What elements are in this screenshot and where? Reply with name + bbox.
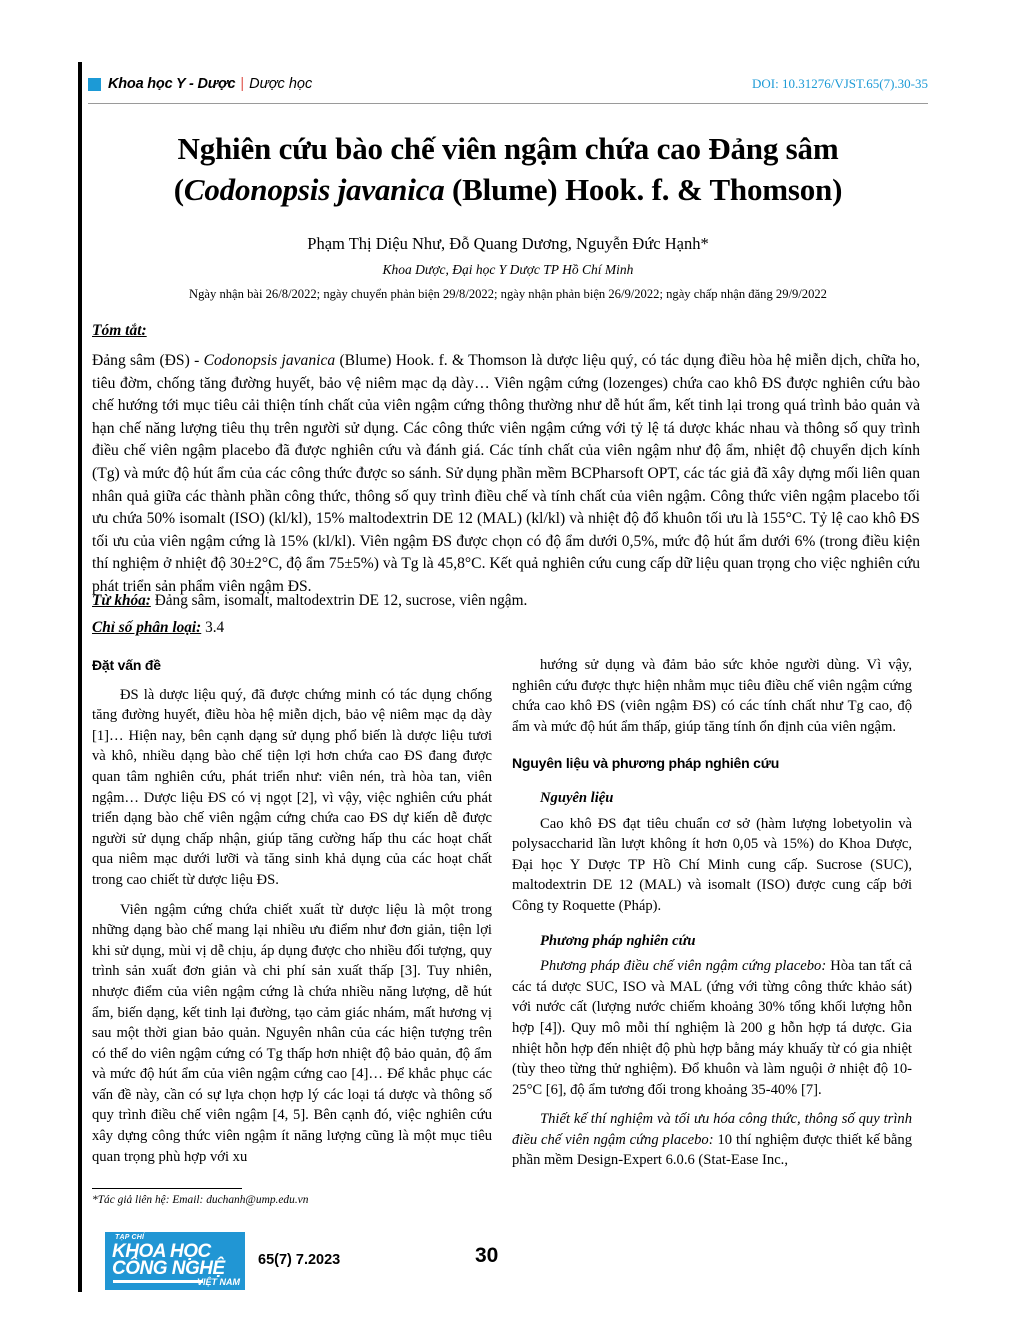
paragraph: Cao khô ĐS đạt tiêu chuẩn cơ sở (hàm lượng lobetyolin và polysaccharid lần lượt không ít hơn 0,05 và 15%) do Khoa Dược, Đại học Y Dược TP Hồ Chí Minh cung cấp. Sucrose (SUC), maltodextrin DE 12 (MAL) và isomalt (ISO) được cung cấp bởi Công ty Roquette (Pháp). — [512, 815, 912, 914]
doi-link[interactable]: DOI: 10.31276/VJST.65(7).30-35 — [752, 76, 928, 91]
keywords-label: Từ khóa: — [92, 592, 151, 609]
body-column-left — [92, 655, 492, 1176]
logo-kicker: TẠP CHÍ — [115, 1234, 145, 1241]
title-species-name: Codonopsis javanica — [183, 172, 445, 207]
method-lead-in: Phương pháp điều chế viên ngậm cứng placebo: — [540, 958, 827, 975]
page-number: 30 — [475, 1244, 499, 1267]
classification-value: 3.4 — [201, 619, 225, 636]
title-authority: (Blume) Hook. f. & Thomson) — [444, 172, 843, 207]
paragraph: hướng sử dụng và đảm bảo sức khỏe người dùng. Vì vậy, nghiên cứu được thực hiện nhằm mục tiêu điều chế viên ngậm cứng chứa cao khô ĐS (viên ngậm ĐS) có các tính chất như Tg cao, độ ẩm và mức độ hút ẩm thấp, giúp tăng tính ổn định của viên ngậm. — [512, 657, 912, 735]
affiliation: Khoa Dược, Đại học Y Dược TP Hồ Chí Minh — [382, 262, 634, 277]
logo-country-label: VIỆT NAM — [196, 1277, 240, 1287]
paragraph — [512, 1109, 912, 1171]
header-subsection-label: Dược học — [249, 76, 313, 92]
classification-row — [92, 619, 920, 637]
subsection-heading-methods: Phương pháp nghiên cứu — [540, 932, 696, 949]
left-vertical-rule — [78, 62, 82, 1292]
abstract-text — [92, 350, 920, 599]
classification-label: Chỉ số phân loại: — [92, 619, 202, 636]
logo-underline — [113, 1280, 203, 1283]
doe-body: 10 thí nghiệm được thiết kế bằng phần mềm Design-Expert 6.0.6 (Stat-Ease Inc., — [512, 1131, 912, 1169]
subsection-heading-materials: Nguyên liệu — [540, 789, 614, 806]
submission-dates: Ngày nhận bài 26/8/2022; ngày chuyển phản biện 29/8/2022; ngày nhận phản biện 26/9/2022; ngày chấp nhận đăng 29/9/2022 — [189, 287, 827, 301]
abstract-label: Tóm tắt: — [92, 322, 147, 339]
doe-lead-in: Thiết kế thí nghiệm và tối ưu hóa công thức, thông số quy trình điều chế viên ngậm cứng placebo: — [512, 1111, 912, 1148]
footnote-divider — [92, 1188, 242, 1189]
section-heading-introduction: Đặt vấn đề — [92, 657, 161, 673]
title-paren-open: ( — [173, 172, 184, 207]
logo-line-2: CÔNG NGHỆ — [112, 1258, 225, 1279]
section-swatch-icon — [88, 78, 101, 91]
body-column-right — [512, 655, 912, 1180]
title-line-2 — [88, 169, 928, 210]
abstract-part-1: Đảng sâm (ĐS) - — [92, 352, 204, 369]
author-list: Phạm Thị Diệu Như, Đỗ Quang Dương, Nguyễn Đức Hạnh* — [307, 234, 709, 253]
header-separator: | — [240, 76, 245, 92]
journal-logo — [105, 1232, 245, 1290]
method-body: Hòa tan tất cả các tá dược SUC, ISO và MAL (ứng với từng công thức khảo sát) với nước cất (lượng nước chiếm khoảng 30% tổng khối lượng hỗn hợp [4]). Quy mô mỗi thí nghiệm là 200 g hỗn hợp tá dược. Gia nhiệt hỗn hợp đến nhiệt độ phù hợp bằng máy khuấy từ có gia nhiệt (tùy theo từng thử nghiệm). Đổ khuôn và làm nguội ở nhiệt độ 10-25°C [6], độ ẩm tương đối trong khoảng 35-40% [7]. — [512, 958, 913, 1098]
paragraph: Viên ngậm cứng chứa chiết xuất từ dược liệu là một trong những dạng bào chế mang lại nhiều ưu điểm như đơn giản, tiện lợi khi sử dụng, mùi vị dễ chịu, áp dụng được cho nhiều đối tượng, quy trình sản xuất đơn giản và chi phí sản xuất thấp [3]. Tuy nhiên, nhược điểm của viên ngậm cứng là chứa nhiều năng lượng, dễ hút ẩm, biến dạng, kết tinh lại đường, tạo cảm giác nhám, mất hương vị sau một thời gian bảo quản. Nguyên nhân của các hiện tượng trên có thể do viên ngậm cứng có Tg thấp hơn nhiệt độ bảo quản, độ ẩm và mức độ hút ẩm của viên ngậm cứng cao [4]… Để khắc phục các vấn đề này, cần có sự lựa chọn hợp lý các loại tá dược và thông số quy trình điều chế viên ngậm [4, 5]. Bên cạnh đó, việc nghiên cứu xây dựng công thức viên ngậm ít năng lượng cũng là một mục tiêu quan trọng phù hợp với xu — [92, 901, 492, 1165]
keywords-row — [92, 592, 920, 610]
abstract-species-name: Codonopsis javanica — [203, 352, 336, 369]
section-heading-materials-methods: Nguyên liệu và phương pháp nghiên cứu — [512, 755, 780, 772]
corresponding-author-footnote: *Tác giả liên hệ: Email: duchanh@ump.edu.vn — [92, 1194, 309, 1206]
keywords-value: Đảng sâm, isomalt, maltodextrin DE 12, sucrose, viên ngậm. — [150, 592, 528, 609]
title-line-1: Nghiên cứu bào chế viên ngậm chứa cao Đảng sâm — [177, 131, 839, 166]
paragraph — [512, 956, 912, 1100]
issue-label: 65(7) 7.2023 — [258, 1252, 341, 1268]
paragraph: ĐS là dược liệu quý, đã được chứng minh có tác dụng chống tăng đường huyết, điều hòa hệ miễn dịch, bảo vệ niêm mạc dạ dày [1]… Hiện nay, bên cạnh dạng sử dụng phổ biến là dược liệu tươi và khô, nhiều dạng bào chế tiện lợi hơn chứa cao ĐS đang được quan tâm nghiên cứu, phát triển như: viên nén, trà hòa tan, viên ngậm… Dược liệu ĐS có vị ngọt [2], vì vậy, việc nghiên cứu phát triển dạng bào chế viên ngậm cứng chứa cao ĐS dự kiến dễ được người sử dụng chấp nhận, giúp tăng cường hấp thu các hoạt chất qua niêm mạc dưới lưỡi và tăng sinh khả dụng của các hoạt chất trong cao chiết từ dược liệu ĐS. — [92, 686, 492, 888]
abstract-part-2: (Blume) Hook. f. & Thomson là dược liệu quý, có tác dụng điều hòa hệ miễn dịch, chữa ho, tiêu đờm, chống tăng đường huyết, bảo vệ niêm mạc dạ dày… Viên ngậm cứng (lozenges) chứa cao khô ĐS được nghiên cứu bào chế hướng tới mục tiêu cải thiện tính chất của viên ngậm cứng thông thường như dễ hút ẩm, kết tinh lại trong quá trình bảo quản và hạn chế năng lượng tiêu thụ trên người sử dụng. Các công thức viên ngậm cứng với tỷ lệ tá dược khác nhau và thông số quy trình điều chế viên ngậm placebo đã được nghiên cứu và đánh giá. Các tính chất của viên ngậm như độ ẩm, nhiệt độ chuyển dịch kính (Tg) và mức độ hút ẩm của các công thức được so sánh. Sử dụng phần mềm BCPharsoft OPT, các tác giả đã xây dựng mối liên quan nhân quả giữa các thành phần công thức, thông số quy trình điều chế và tính chất của viên ngậm. Công thức viên ngậm placebo tối ưu chứa 50% isomalt (ISO) (kl/kl), 15% maltodextrin DE 12 (MAL) (kl/kl) và nhiệt độ đổ khuôn tối ưu là 155°C. Tỷ lệ cao khô ĐS tối ưu của viên ngậm cứng là 15% (kl/kl). Viên ngậm ĐS được chọn có độ ẩm dưới 0,5%, mức độ hút ẩm dưới 6% (trong điều kiện thí nghiệm ở nhiệt độ 30±2°C, độ ẩm 75±5%) và Tg là 45,8°C. Kết quả nghiên cứu cung cấp dữ liệu quan trọng cho việc nghiên cứu phát triển sản phẩm viên ngậm ĐS. — [92, 352, 920, 595]
logo-line-1: KHOA HỌC — [112, 1241, 211, 1262]
header-divider — [88, 103, 928, 104]
page-header — [88, 68, 928, 100]
header-section-label: Khoa học Y - Dược — [108, 76, 236, 92]
article-title — [88, 128, 928, 210]
